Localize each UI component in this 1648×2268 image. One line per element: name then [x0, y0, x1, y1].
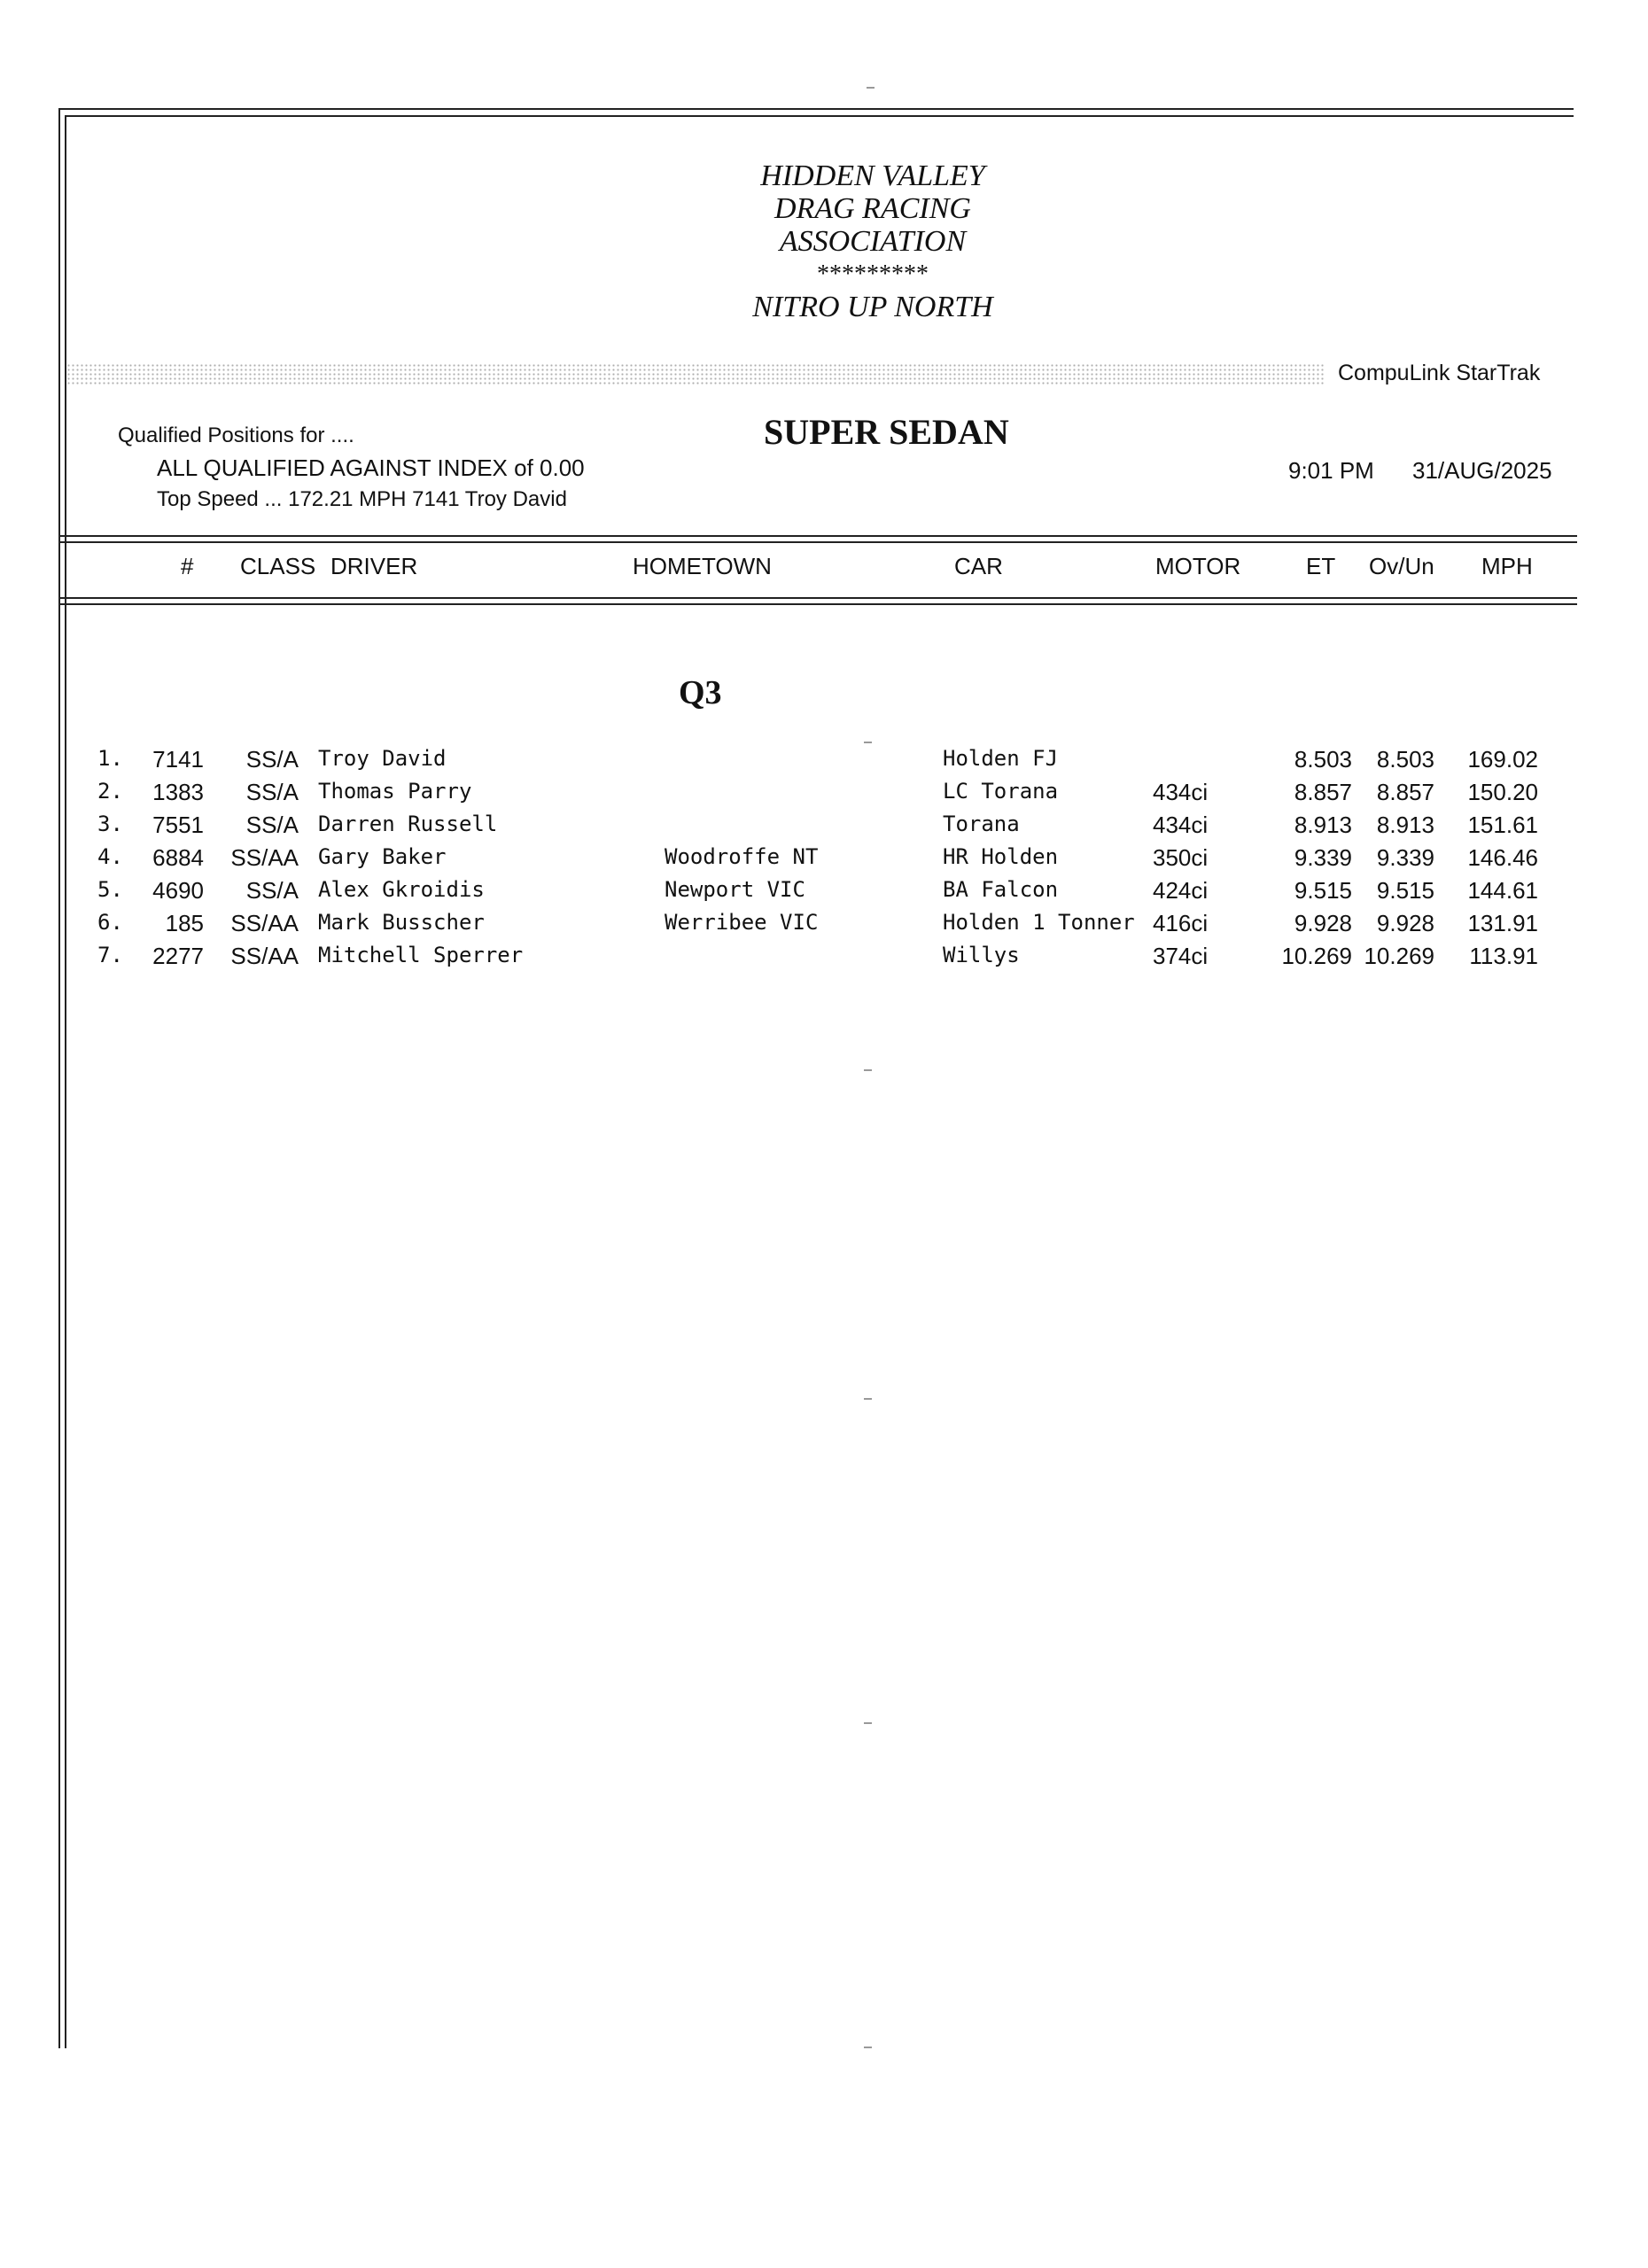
ovun-cell: 9.928 [1376, 910, 1434, 936]
column-header-number: # [181, 553, 194, 579]
column-header-class: CLASS [240, 553, 316, 579]
header-rule [60, 597, 1577, 599]
mph-cell: 169.02 [1467, 746, 1538, 773]
car-cell: BA Falcon [943, 877, 1059, 902]
column-header-driver: DRIVER [330, 553, 418, 579]
motor-cell: 434ci [1153, 812, 1209, 838]
mph-cell: 113.91 [1469, 943, 1538, 969]
frame-left-inner-rule [65, 115, 66, 2048]
position-cell: 5. [97, 877, 123, 902]
et-cell: 10.269 [1281, 943, 1352, 969]
hometown-cell: Werribee VIC [665, 910, 819, 935]
driver-cell: Gary Baker [318, 844, 447, 869]
position-cell: 3. [97, 812, 123, 836]
et-cell: 8.857 [1294, 779, 1352, 805]
frame-top-outer-rule [58, 108, 1574, 110]
car-cell: Holden 1 Tonner [943, 910, 1135, 935]
et-cell: 9.928 [1294, 910, 1352, 936]
driver-cell: Thomas Parry [318, 779, 472, 804]
scan-mark [867, 87, 875, 89]
column-header-hometown: HOMETOWN [633, 553, 772, 579]
table-row [0, 844, 1648, 877]
scan-mark [864, 2047, 872, 2048]
car-cell: Willys [943, 943, 1020, 967]
position-cell: 7. [97, 943, 123, 967]
column-header-mph: MPH [1481, 553, 1533, 579]
column-header-ovun: Ov/Un [1369, 553, 1434, 579]
car-number-cell: 185 [165, 910, 204, 936]
driver-cell: Mark Busscher [318, 910, 485, 935]
position-cell: 2. [97, 779, 123, 804]
index-line: ALL QUALIFIED AGAINST INDEX of 0.00 [157, 454, 585, 481]
table-row [0, 746, 1648, 779]
scan-mark [864, 742, 872, 743]
table-row [0, 779, 1648, 812]
report-time: 9:01 PM [1288, 457, 1374, 484]
hometown-cell: Woodroffe NT [665, 844, 819, 869]
table-row [0, 943, 1648, 975]
car-cell: LC Torana [943, 779, 1059, 804]
ovun-cell: 8.503 [1376, 746, 1434, 773]
mph-cell: 151.61 [1467, 812, 1538, 838]
column-header-motor: MOTOR [1155, 553, 1241, 579]
class-cell: SS/A [245, 779, 299, 805]
car-cell: HR Holden [943, 844, 1059, 869]
class-cell: SS/A [245, 812, 299, 838]
event-title [727, 159, 1019, 323]
ovun-cell: 8.913 [1376, 812, 1434, 838]
position-cell: 4. [97, 844, 123, 869]
header-rule [60, 603, 1577, 605]
mph-cell: 146.46 [1467, 844, 1538, 871]
car-cell: Holden FJ [943, 746, 1059, 771]
table-row [0, 812, 1648, 844]
et-cell: 8.913 [1294, 812, 1352, 838]
car-number-cell: 4690 [152, 877, 204, 904]
car-number-cell: 7551 [152, 812, 204, 838]
event-name: NITRO UP NORTH [752, 291, 993, 323]
motor-cell: 350ci [1153, 844, 1209, 871]
column-header-et: ET [1306, 553, 1336, 579]
et-cell: 8.503 [1294, 746, 1352, 773]
car-number-cell: 7141 [152, 746, 204, 773]
header-rule [60, 541, 1577, 543]
driver-cell: Troy David [318, 746, 447, 771]
motor-cell: 416ci [1153, 910, 1209, 936]
ovun-cell: 10.269 [1364, 943, 1434, 969]
frame-top-inner-rule [65, 115, 1574, 117]
title-line: DRAG RACING [774, 192, 971, 225]
class-cell: SS/AA [230, 844, 299, 871]
car-number-cell: 2277 [152, 943, 204, 969]
dotted-separator-band [66, 363, 1325, 386]
driver-cell: Darren Russell [318, 812, 498, 836]
class-cell: SS/AA [230, 910, 299, 936]
title-line: HIDDEN VALLEY [760, 159, 985, 192]
scan-mark [864, 1722, 872, 1724]
table-row [0, 877, 1648, 910]
car-number-cell: 1383 [152, 779, 204, 805]
class-cell: SS/A [245, 746, 299, 773]
top-speed-line: Top Speed ... 172.21 MPH 7141 Troy David [157, 487, 567, 511]
column-header-car: CAR [954, 553, 1003, 579]
mph-cell: 131.91 [1467, 910, 1538, 936]
scan-mark [864, 1398, 872, 1400]
et-cell: 9.515 [1294, 877, 1352, 904]
driver-cell: Alex Gkroidis [318, 877, 485, 902]
position-cell: 6. [97, 910, 123, 935]
class-cell: SS/AA [230, 943, 299, 969]
mph-cell: 150.20 [1467, 779, 1538, 805]
header-rule [60, 535, 1577, 537]
round-title: Q3 [679, 674, 722, 711]
frame-left-outer-rule [58, 108, 60, 2048]
ovun-cell: 9.339 [1376, 844, 1434, 871]
qualified-label: Qualified Positions for .... [118, 423, 354, 447]
car-cell: Torana [943, 812, 1020, 836]
ovun-cell: 9.515 [1376, 877, 1434, 904]
report-date: 31/AUG/2025 [1412, 457, 1552, 484]
position-cell: 1. [97, 746, 123, 771]
et-cell: 9.339 [1294, 844, 1352, 871]
class-title: SUPER SEDAN [764, 412, 1009, 452]
motor-cell: 374ci [1153, 943, 1209, 969]
scan-mark [864, 1069, 872, 1071]
ovun-cell: 8.857 [1376, 779, 1434, 805]
title-line: ASSOCIATION [779, 225, 967, 258]
class-cell: SS/A [245, 877, 299, 904]
table-row [0, 910, 1648, 943]
car-number-cell: 6884 [152, 844, 204, 871]
title-separator: ********* [817, 260, 929, 288]
motor-cell: 424ci [1153, 877, 1209, 904]
software-brand: CompuLink StarTrak [1338, 361, 1541, 385]
driver-cell: Mitchell Sperrer [318, 943, 524, 967]
hometown-cell: Newport VIC [665, 877, 805, 902]
motor-cell: 434ci [1153, 779, 1209, 805]
mph-cell: 144.61 [1467, 877, 1538, 904]
